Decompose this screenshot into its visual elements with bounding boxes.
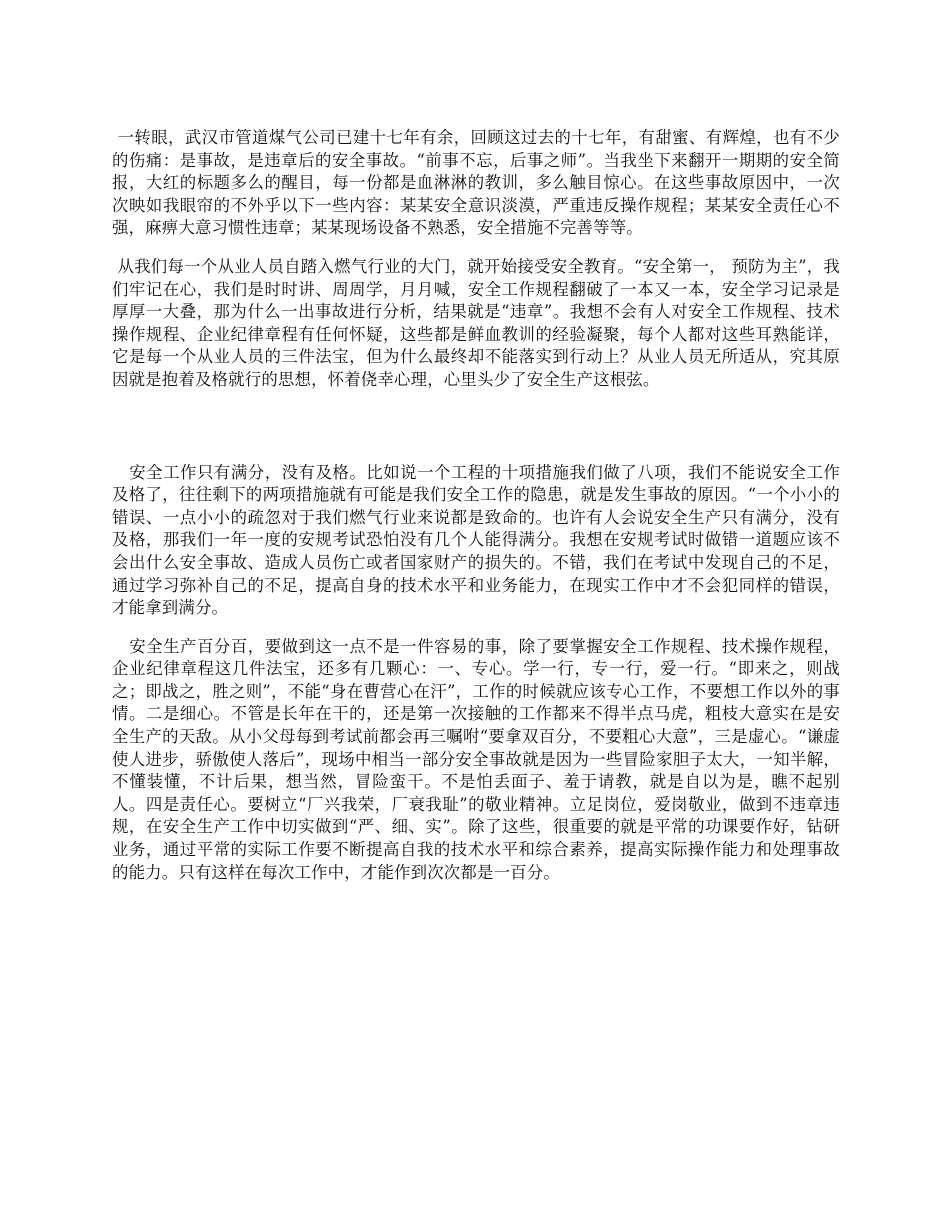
paragraph-1: 一转眼，武汉市管道煤气公司已建十七年有余，回顾这过去的十七年，有甜蜜、有辉煌，也有不少的伤痛：是事故，是违章后的安全事故。“前事不忘，后事之师”。当我坐下来翻开一期期的安全简报，大红的标题多么的醒目，每一份都是血淋淋的教训，多么触目惊心。在这些事故原因中，一次次映如我眼帘的不外乎以下一些内容：某某安全意识淡漠，严重违反操作规程；某某安全责任心不强，麻痹大意习惯性违章；某某现场设备不熟悉，安全措施不完善等等。	[112, 128, 840, 238]
document-body	[112, 127, 840, 884]
paragraph-3: 安全工作只有满分，没有及格。比如说一个工程的十项措施我们做了八项，我们不能说安全工作及格了，往往剩下的两项措施就有可能是我们安全工作的隐患，就是发生事故的原因。“一个小小的错误、一点小小的疏忽对于我们燃气行业来说都是致命的。也许有人会说安全生产只有满分，没有及格，那我们一年一度的安规考试恐怕没有几个人能得满分。我想在安规考试时做错一道题应该不会出什么安全事故、造成人员伤亡或者国家财产的损失的。不错，我们在考试中发现自己的不足，通过学习弥补自己的不足，提高自身的技术水平和业务能力，在现实工作中才不会犯同样的错误，才能拿到满分。	[112, 462, 840, 618]
paragraph-2: 从我们每一个从业人员自踏入燃气行业的大门，就开始接受安全教育。“安全第一， 预防为主”，我们牢记在心，我们是时时讲、周周学，月月喊，安全工作规程翻破了一本又一本，安全学习记录是厚厚一大叠，那为什么一出事故进行分析，结果就是“违章”。我想不会有人对安全工作规程、技术操作规程、企业纪律章程有任何怀疑，这些都是鲜血教训的经验凝聚，每个人都对这些耳熟能详，它是每一个从业人员的三件法宝，但为什么最终却不能落实到行动上？从业人员无所适从，究其原因就是抱着及格就行的思想，怀着侥幸心理，心里头少了安全生产这根弦。	[112, 256, 840, 389]
paragraph-4: 安全生产百分百，要做到这一点不是一件容易的事，除了要掌握安全工作规程、技术操作规程，企业纪律章程这几件法宝，还多有几颗心：一、专心。学一行，专一行，爱一行。“即来之，则战之；即战之，胜之则”，不能“身在曹营心在汗”，工作的时候就应该专心工作，不要想工作以外的事情。二是细心。不管是长年在干的，还是第一次接触的工作都来不得半点马虎，粗枝大意实在是安全生产的天敌。从小父母每到考试前都会再三嘱咐“要拿双百分，不要粗心大意”，三是虚心。“谦虚使人进步，骄傲使人落后”，现场中相当一部分安全事故就是因为一些冒险家胆子太大，一知半解，不懂装懂，不计后果，想当然，冒险蛮干。不是怕丢面子、羞于请教，就是自以为是，瞧不起别人。四是责任心。要树立“厂兴我荣，厂衰我耻”的敬业精神。立足岗位，爱岗敬业，做到不违章违规，在安全生产工作中切实做到“严、细、实”。除了这些，很重要的就是平常的功课要作好，钻研业务，通过平常的实际工作要不断提高自我的技术水平和综合素养，提高实际操作能力和处理事故的能力。只有这样在每次工作中，才能作到次次都是一百分。	[112, 636, 840, 882]
